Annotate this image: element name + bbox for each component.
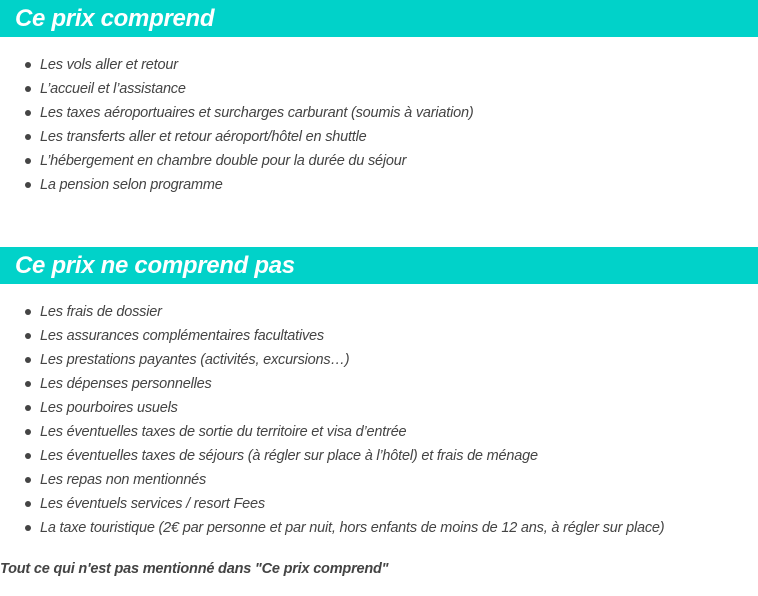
- bullet-icon: [25, 62, 31, 68]
- list-item: [0, 149, 474, 173]
- list-item-text: L’hébergement en chambre double pour la durée du séjour: [40, 153, 407, 169]
- bullet-icon: [25, 182, 31, 188]
- list-item-text: Les transferts aller et retour aéroport/hôtel en shuttle: [40, 129, 367, 145]
- list-item-text: Les prestations payantes (activités, excursions…): [40, 352, 350, 368]
- list-item-text: Les pourboires usuels: [40, 400, 178, 416]
- list-item: [0, 300, 664, 324]
- list-item: [0, 396, 664, 420]
- list-item-text: La pension selon programme: [40, 177, 223, 193]
- bullet-icon: [25, 357, 31, 363]
- list-item: [0, 420, 664, 444]
- list-item: [0, 125, 474, 149]
- bullet-icon: [25, 405, 31, 411]
- bullet-icon: [25, 429, 31, 435]
- list-item: [0, 324, 664, 348]
- bullet-icon: [25, 381, 31, 387]
- bullet-icon: [25, 309, 31, 315]
- bullet-icon: [25, 158, 31, 164]
- bullet-icon: [25, 134, 31, 140]
- bullet-icon: [25, 501, 31, 507]
- list-item-text: Les frais de dossier: [40, 304, 162, 320]
- section-header-not-included: Ce prix ne comprend pas: [0, 247, 758, 284]
- list-item-text: Les dépenses personnelles: [40, 376, 212, 392]
- list-item-text: L’accueil et l’assistance: [40, 81, 186, 97]
- list-item: [0, 516, 664, 540]
- list-item-text: Les repas non mentionnés: [40, 472, 207, 488]
- not-included-list: [0, 300, 664, 540]
- list-item-text: Les éventuelles taxes de sortie du territoire et visa d’entrée: [40, 424, 407, 440]
- included-list: [0, 53, 474, 197]
- list-item-text: Les éventuels services / resort Fees: [40, 496, 265, 512]
- list-item: [0, 492, 664, 516]
- bullet-icon: [25, 110, 31, 116]
- list-item: [0, 173, 474, 197]
- list-item-text: Les vols aller et retour: [40, 57, 178, 73]
- list-item: [0, 77, 474, 101]
- bullet-icon: [25, 453, 31, 459]
- bullet-icon: [25, 86, 31, 92]
- list-item: [0, 348, 664, 372]
- list-item-text: La taxe touristique (2€ par personne et par nuit, hors enfants de moins de 12 ans, à régler sur place): [40, 520, 665, 536]
- list-item: [0, 101, 474, 125]
- bullet-icon: [25, 525, 31, 531]
- bullet-icon: [25, 333, 31, 339]
- bullet-icon: [25, 477, 31, 483]
- list-item: [0, 53, 474, 77]
- list-item-text: Les taxes aéroportuaires et surcharges carburant (soumis à variation): [40, 105, 474, 121]
- section-header-included: Ce prix comprend: [0, 0, 758, 37]
- list-item: [0, 444, 664, 468]
- list-item: [0, 372, 664, 396]
- list-item: [0, 468, 664, 492]
- list-item-text: Les assurances complémentaires facultatives: [40, 328, 324, 344]
- footnote: Tout ce qui n'est pas mentionné dans "Ce prix comprend": [0, 561, 389, 577]
- list-item-text: Les éventuelles taxes de séjours (à régler sur place à l’hôtel) et frais de ménage: [40, 448, 538, 464]
